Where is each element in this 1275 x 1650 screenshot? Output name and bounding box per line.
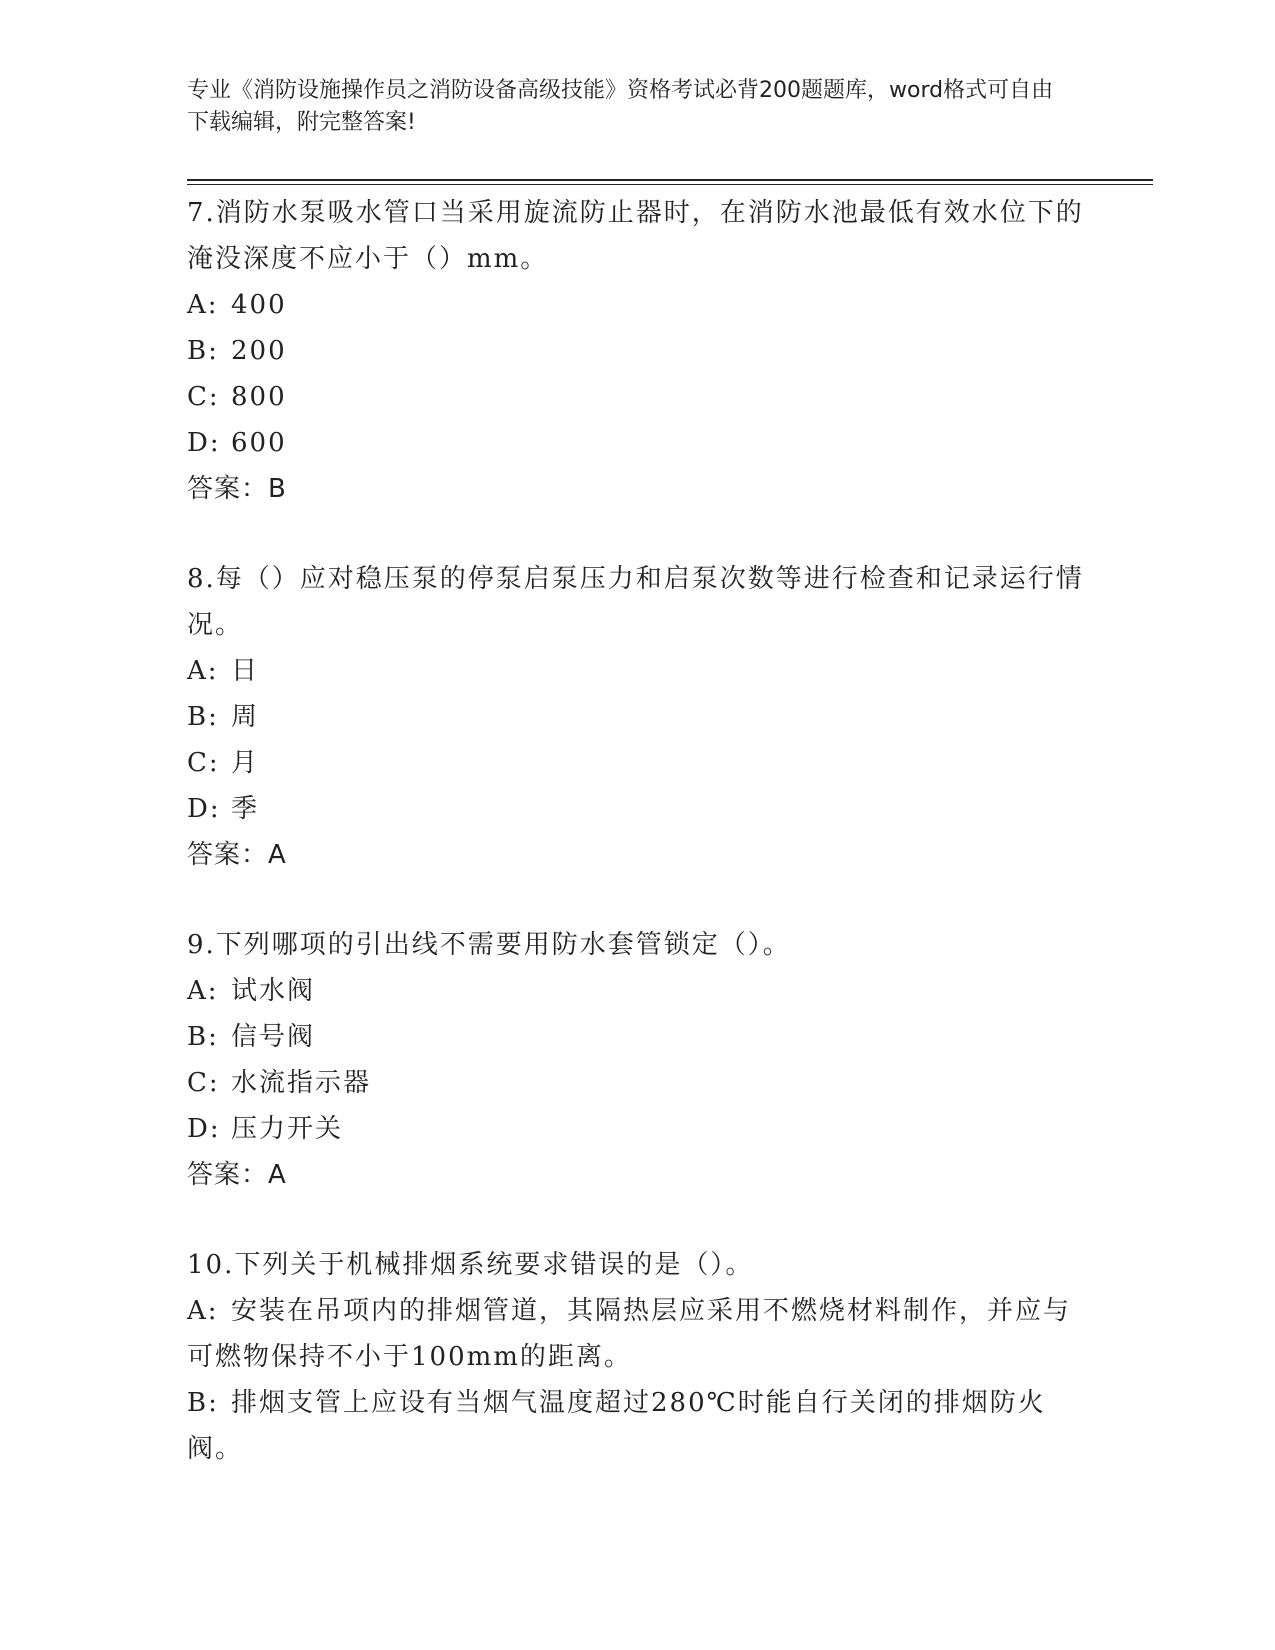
header-rule-thin xyxy=(187,184,1153,185)
option-letter: A: xyxy=(187,976,219,1006)
option-letter: A: xyxy=(187,656,219,686)
question-spacer xyxy=(187,512,1087,556)
option-d xyxy=(187,786,1087,832)
question-text: 8.每（）应对稳压泵的停泵启泵压力和启泵次数等进行检查和记录运行情况。 xyxy=(187,564,1084,640)
header-rule-thick xyxy=(187,179,1153,181)
option-text: 日 xyxy=(231,656,260,686)
option-text: 800 xyxy=(231,382,287,412)
option-text: 周 xyxy=(231,702,260,732)
option-text: 400 xyxy=(231,290,287,320)
option-letter: C: xyxy=(187,382,220,412)
option-letter: D: xyxy=(187,428,221,458)
option-letter: D: xyxy=(187,794,221,824)
document-header: 专业《消防设施操作员之消防设备高级技能》资格考试必背200题题库，word格式可自由下载编辑，附完整答案! xyxy=(187,78,1054,135)
answer: 答案：B xyxy=(187,474,287,504)
option-a xyxy=(187,648,1087,694)
question-9 xyxy=(187,922,1087,1198)
question-7 xyxy=(187,190,1087,512)
option-a xyxy=(187,1288,1087,1380)
option-letter: A: xyxy=(187,1296,219,1326)
option-letter: C: xyxy=(187,1068,220,1098)
option-text: 季 xyxy=(231,794,260,824)
option-c xyxy=(187,740,1087,786)
option-d xyxy=(187,1106,1087,1152)
option-c xyxy=(187,1060,1087,1106)
option-letter: D: xyxy=(187,1114,221,1144)
question-spacer xyxy=(187,878,1087,922)
option-letter: B: xyxy=(187,702,219,732)
option-letter: B: xyxy=(187,1388,219,1418)
question-10 xyxy=(187,1242,1087,1472)
question-8 xyxy=(187,556,1087,878)
option-text: 排烟支管上应设有当烟气温度超过280℃时能自行关闭的排烟防火阀。 xyxy=(187,1388,1046,1464)
option-text: 600 xyxy=(231,428,287,458)
option-text: 压力开关 xyxy=(231,1114,344,1144)
answer: 答案：A xyxy=(187,1160,287,1190)
question-text: 10.下列关于机械排烟系统要求错误的是（）。 xyxy=(187,1250,754,1280)
option-text: 试水阀 xyxy=(231,976,316,1006)
option-b xyxy=(187,1014,1087,1060)
option-letter: B: xyxy=(187,1022,219,1052)
option-text: 200 xyxy=(231,336,287,366)
option-text: 月 xyxy=(231,748,260,778)
option-b xyxy=(187,328,1087,374)
option-letter: C: xyxy=(187,748,220,778)
option-a xyxy=(187,968,1087,1014)
option-a xyxy=(187,282,1087,328)
option-c xyxy=(187,374,1087,420)
option-b xyxy=(187,694,1087,740)
question-text: 7.消防水泵吸水管口当采用旋流防止器时，在消防水池最低有效水位下的淹没深度不应小于（）mm。 xyxy=(187,198,1084,274)
question-list xyxy=(187,190,1087,1472)
question-spacer xyxy=(187,1198,1087,1242)
question-text: 9.下列哪项的引出线不需要用防水套管锁定（）。 xyxy=(187,930,791,960)
option-letter: B: xyxy=(187,336,219,366)
answer: 答案：A xyxy=(187,840,287,870)
option-d xyxy=(187,420,1087,466)
option-text: 安装在吊项内的排烟管道，其隔热层应采用不燃烧材料制作，并应与可燃物保持不小于100mm的距离。 xyxy=(187,1296,1072,1372)
option-text: 信号阀 xyxy=(231,1022,316,1052)
option-text: 水流指示器 xyxy=(231,1068,372,1098)
option-b xyxy=(187,1380,1087,1472)
option-letter: A: xyxy=(187,290,219,320)
